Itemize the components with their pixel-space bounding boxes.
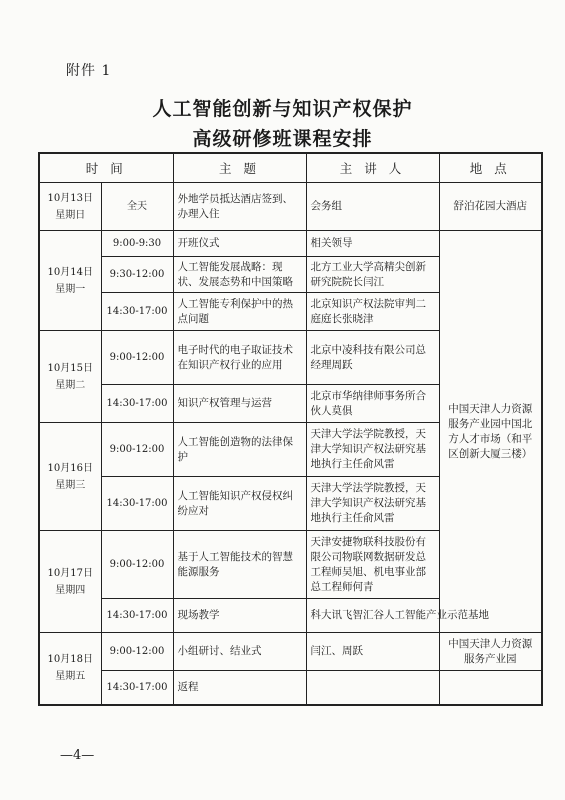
date-cell: 10月17日 星期四 <box>39 531 101 633</box>
time-cell: 9:00-12:00 <box>101 423 173 477</box>
document-title: 人工智能创新与知识产权保护 <box>152 98 413 120</box>
table-row <box>39 671 542 705</box>
time-cell: 9:00-12:00 <box>101 331 173 385</box>
table-row <box>39 183 542 231</box>
location-cell <box>439 671 542 705</box>
time-cell: 9:30-12:00 <box>101 257 173 293</box>
column-header-speaker: 主 讲 人 <box>306 153 439 183</box>
table-header-row <box>39 153 542 183</box>
speaker-cell: 天津大学法学院教授，天津大学知识产权法研究基地执行主任俞风雷 <box>306 477 439 531</box>
topic-cell: 外地学员抵达酒店签到、办理入住 <box>173 183 306 231</box>
topic-cell: 返程 <box>173 671 306 705</box>
location-cell: 中国天津人力资源服务产业园中国北方人才市场（和平区创新大厦三楼） <box>439 231 542 633</box>
column-header-location: 地 点 <box>439 153 542 183</box>
topic-cell: 人工智能发展战略：现状、发展态势和中国策略 <box>173 257 306 293</box>
schedule-table <box>38 152 543 706</box>
table-row <box>39 231 542 257</box>
column-header-topic: 主 题 <box>173 153 306 183</box>
time-cell: 14:30-17:00 <box>101 599 173 633</box>
speaker-cell: 天津大学法学院教授，天津大学知识产权法研究基地执行主任俞风雷 <box>306 423 439 477</box>
date-cell: 10月14日 星期一 <box>39 231 101 331</box>
topic-cell: 基于人工智能技术的智慧能源服务 <box>173 531 306 599</box>
topic-cell: 开班仪式 <box>173 231 306 257</box>
date-cell: 10月15日 星期二 <box>39 331 101 423</box>
topic-cell: 知识产权管理与运营 <box>173 385 306 423</box>
document-subtitle: 高级研修班课程安排 <box>192 128 373 150</box>
topic-cell: 小组研讨、结业式 <box>173 633 306 671</box>
speaker-cell <box>306 671 439 705</box>
location-cell: 舒泊花园大酒店 <box>439 183 542 231</box>
speaker-cell: 闫江、周跃 <box>306 633 439 671</box>
date-cell: 10月16日 星期三 <box>39 423 101 531</box>
time-cell: 14:30-17:00 <box>101 385 173 423</box>
time-cell: 14:30-17:00 <box>101 477 173 531</box>
speaker-cell: 北京中凌科技有限公司总经理周跃 <box>306 331 439 385</box>
table-row <box>39 633 542 671</box>
table-row <box>39 599 542 633</box>
speaker-cell: 北京市华纳律师事务所合伙人莫俱 <box>306 385 439 423</box>
time-cell: 14:30-17:00 <box>101 293 173 331</box>
page-number: —4— <box>60 748 95 763</box>
topic-cell: 电子时代的电子取证技术在知识产权行业的应用 <box>173 331 306 385</box>
time-cell: 14:30-17:00 <box>101 671 173 705</box>
topic-cell: 现场教学 <box>173 599 306 633</box>
speaker-cell: 天津安捷物联科技股份有限公司物联网数据研发总工程师吴旭、机电事业部总工程师何青 <box>306 531 439 599</box>
topic-cell: 人工智能知识产权侵权纠纷应对 <box>173 477 306 531</box>
speaker-cell: 会务组 <box>306 183 439 231</box>
topic-cell: 人工智能创造物的法律保护 <box>173 423 306 477</box>
speaker-cell: 科大讯飞智汇谷人工智能产业示范基地 <box>306 599 542 633</box>
topic-cell: 人工智能专利保护中的热点问题 <box>173 293 306 331</box>
date-cell: 10月13日 星期日 <box>39 183 101 231</box>
speaker-cell: 北京知识产权法院审判二庭庭长张晓津 <box>306 293 439 331</box>
date-cell: 10月18日 星期五 <box>39 633 101 705</box>
speaker-cell: 北方工业大学高精尖创新研究院院长闫江 <box>306 257 439 293</box>
attachment-label: 附件 1 <box>66 63 112 79</box>
time-cell: 9:00-12:00 <box>101 633 173 671</box>
location-cell: 中国天津人力资源服务产业园 <box>439 633 542 671</box>
time-cell: 全天 <box>101 183 173 231</box>
time-cell: 9:00-12:00 <box>101 531 173 599</box>
time-cell: 9:00-9:30 <box>101 231 173 257</box>
speaker-cell: 相关领导 <box>306 231 439 257</box>
column-header-time: 时 间 <box>39 153 173 183</box>
